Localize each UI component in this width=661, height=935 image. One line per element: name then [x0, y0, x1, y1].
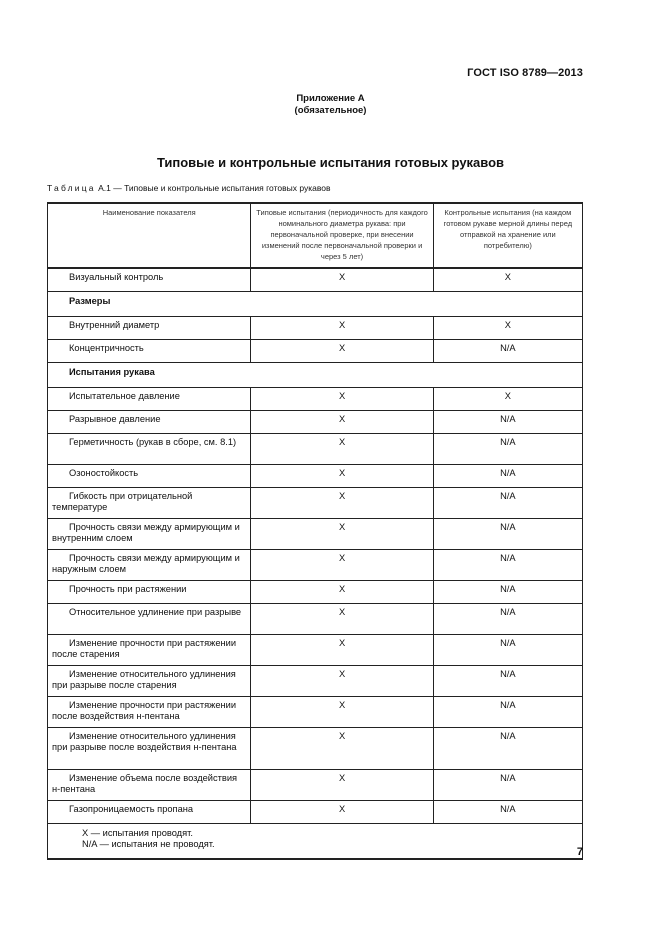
row-control-value: N/A	[433, 411, 582, 434]
appendix-subtitle: (обязательное)	[294, 105, 367, 116]
tests-table	[47, 202, 583, 860]
section-sizes: Размеры	[48, 292, 583, 317]
table-row	[48, 770, 583, 801]
table-row	[48, 317, 583, 340]
table-row	[48, 550, 583, 581]
row-type-value: X	[251, 581, 433, 604]
row-name: Прочность при растяжении	[48, 581, 251, 604]
table-row	[48, 581, 583, 604]
row-type-value: X	[251, 635, 433, 666]
row-name: Относительное удлинение при разрыве	[48, 604, 251, 635]
table-row	[48, 666, 583, 697]
row-control-value: X	[433, 317, 582, 340]
table-notes-row	[48, 824, 583, 860]
table-row	[48, 488, 583, 519]
row-control-value: N/A	[433, 635, 582, 666]
row-control-value: N/A	[433, 728, 582, 770]
table-row	[48, 519, 583, 550]
row-name: Концентричность	[48, 340, 251, 363]
header-name: Наименование показателя	[48, 203, 251, 268]
row-name: Изменение прочности при растяжении после старения	[48, 635, 251, 666]
standard-header: ГОСТ ISO 8789—2013	[467, 67, 583, 79]
row-control-value: N/A	[433, 519, 582, 550]
row-type-value: X	[251, 465, 433, 488]
row-name: Озоностойкость	[48, 465, 251, 488]
table-row	[48, 340, 583, 363]
table-row	[48, 728, 583, 770]
row-name: Испытательное давление	[48, 388, 251, 411]
row-control-value: N/A	[433, 604, 582, 635]
row-name: Гибкость при отрицательной температуре	[48, 488, 251, 519]
table-caption-label: Таблица	[47, 183, 96, 193]
section-row	[48, 292, 583, 317]
row-type-value: X	[251, 340, 433, 363]
row-type-value: X	[251, 604, 433, 635]
row-type-value: X	[251, 268, 433, 292]
note-x: X — испытания проводят.	[82, 828, 193, 838]
row-name: Прочность связи между армирующим и внутренним слоем	[48, 519, 251, 550]
row-name: Разрывное давление	[48, 411, 251, 434]
row-name: Визуальный контроль	[48, 268, 251, 292]
row-control-value: N/A	[433, 434, 582, 465]
section-hose-tests: Испытания рукава	[48, 363, 583, 388]
row-type-value: X	[251, 550, 433, 581]
page-number: 7	[576, 846, 583, 858]
row-name: Внутренний диаметр	[48, 317, 251, 340]
row-type-value: X	[251, 801, 433, 824]
note-na: N/A — испытания не проводят.	[82, 839, 215, 849]
table-row	[48, 801, 583, 824]
table-notes	[48, 824, 583, 860]
row-name: Герметичность (рукав в сборе, см. 8.1)	[48, 434, 251, 465]
row-control-value: X	[433, 388, 582, 411]
table-row	[48, 604, 583, 635]
row-type-value: X	[251, 697, 433, 728]
row-control-value: N/A	[433, 550, 582, 581]
row-name: Изменение относительного удлинения при разрыве после старения	[48, 666, 251, 697]
row-name: Изменение относительного удлинения при разрыве после воздействия н-пентана	[48, 728, 251, 770]
row-name: Изменение объема после воздействия н-пентана	[48, 770, 251, 801]
table-row	[48, 635, 583, 666]
row-name: Газопроницаемость пропана	[48, 801, 251, 824]
table-row	[48, 268, 583, 292]
table-row	[48, 697, 583, 728]
row-name: Прочность связи между армирующим и наружным слоем	[48, 550, 251, 581]
row-control-value: N/A	[433, 581, 582, 604]
appendix-heading	[0, 93, 661, 117]
section-row	[48, 363, 583, 388]
table-caption	[47, 183, 331, 193]
row-type-value: X	[251, 411, 433, 434]
table-row	[48, 411, 583, 434]
row-control-value: N/A	[433, 488, 582, 519]
row-name: Изменение прочности при растяжении после воздействия н-пентана	[48, 697, 251, 728]
row-type-value: X	[251, 770, 433, 801]
table-row	[48, 465, 583, 488]
appendix-title: Приложение А	[296, 93, 365, 104]
row-type-value: X	[251, 388, 433, 411]
header-type-tests: Типовые испытания (периодичность для каждого номинального диаметра рукава: при первоначальной проверке, при внесении изменений после первоначальной проверки и через 5 лет)	[251, 203, 433, 268]
row-type-value: X	[251, 519, 433, 550]
table-row	[48, 434, 583, 465]
row-control-value: N/A	[433, 801, 582, 824]
row-control-value: X	[433, 268, 582, 292]
row-control-value: N/A	[433, 465, 582, 488]
row-control-value: N/A	[433, 666, 582, 697]
page-title: Типовые и контрольные испытания готовых рукавов	[156, 155, 505, 170]
row-type-value: X	[251, 728, 433, 770]
row-type-value: X	[251, 317, 433, 340]
row-type-value: X	[251, 488, 433, 519]
table-caption-text: А.1 — Типовые и контрольные испытания готовых рукавов	[95, 183, 331, 193]
row-control-value: N/A	[433, 697, 582, 728]
table-header-row	[48, 203, 583, 268]
row-type-value: X	[251, 434, 433, 465]
row-control-value: N/A	[433, 770, 582, 801]
table-row	[48, 388, 583, 411]
header-control-tests: Контрольные испытания (на каждом готовом рукаве мерной длины перед отправкой на хранение или потребителю)	[433, 203, 582, 268]
row-type-value: X	[251, 666, 433, 697]
row-control-value: N/A	[433, 340, 582, 363]
